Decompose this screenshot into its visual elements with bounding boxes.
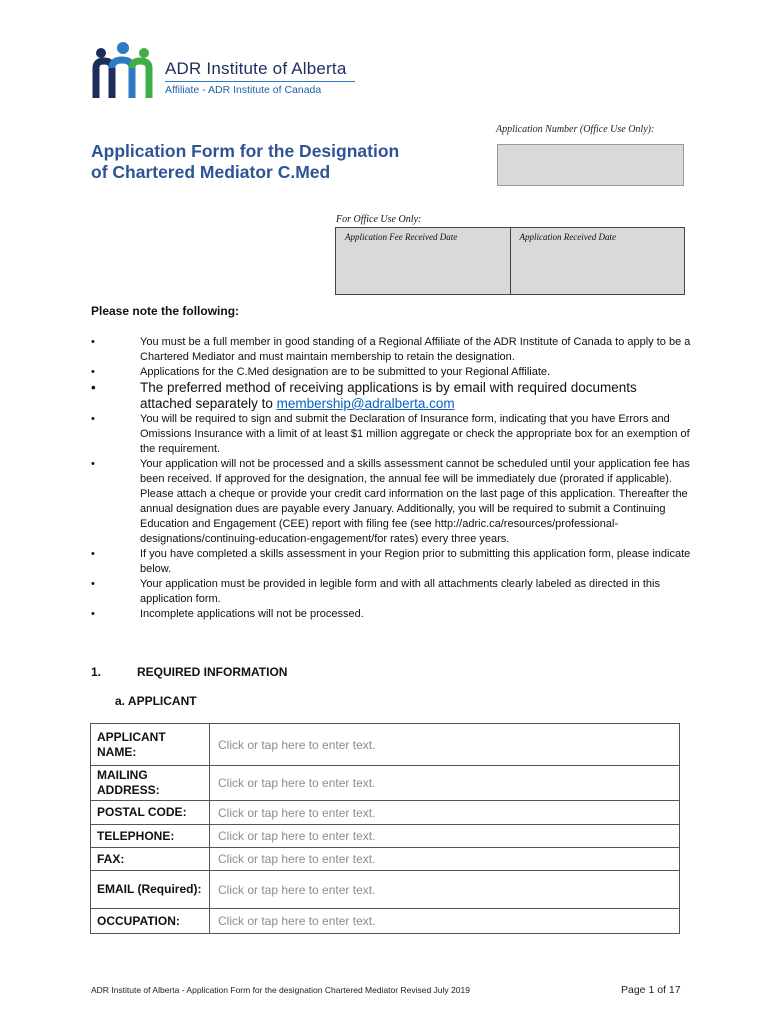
occupation-input[interactable]: Click or tap here to enter text. [210,909,680,934]
footer-text: ADR Institute of Alberta - Application Form for the designation Chartered Mediator Revised July 2019 [91,985,470,995]
mailing-address-input[interactable]: Click or tap here to enter text. [210,766,680,801]
note-text: If you have completed a skills assessment in your Region prior to submitting this application form, please indicate below. [140,548,691,575]
note-text: Incomplete applications will not be processed. [140,608,364,620]
bullet-icon: • [91,458,95,470]
notes-list [91,335,691,622]
membership-email-link[interactable]: membership@adralberta.com [276,396,455,411]
email-label: EMAIL (Required): [91,871,210,909]
section-number: 1. [91,665,102,679]
list-item [91,412,691,457]
note-text: Your application must be provided in legible form and with all attachments clearly labeled as directed in this application form. [140,578,660,605]
applicant-table [90,723,680,934]
occupation-label: OCCUPATION: [91,909,210,934]
email-input[interactable]: Click or tap here to enter text. [210,871,680,909]
logo-subtitle: Affiliate - ADR Institute of Canada [165,84,322,96]
table-row [91,766,680,801]
bullet-icon: • [91,548,95,560]
section-title: REQUIRED INFORMATION [137,665,288,679]
fax-input[interactable]: Click or tap here to enter text. [210,848,680,871]
telephone-input[interactable]: Click or tap here to enter text. [210,825,680,848]
bullet-icon: • [91,336,95,348]
application-number-field[interactable] [497,144,684,186]
fee-received-date-field[interactable] [336,228,510,294]
list-item [91,547,691,577]
page-number: Page 1 of 17 [621,984,681,996]
list-item [91,380,691,412]
page-title [91,141,399,183]
logo-title: ADR Institute of Alberta [165,59,347,78]
postal-code-label: POSTAL CODE: [91,801,210,825]
bullet-icon: • [91,380,96,395]
list-item [91,607,691,622]
application-number-label: Application Number (Office Use Only): [496,124,655,135]
table-row [91,848,680,871]
note-text: Applications for the C.Med designation are to be submitted to your Regional Affiliate. [140,366,551,378]
telephone-label: TELEPHONE: [91,825,210,848]
list-item [91,365,691,380]
note-text: Your application will not be processed and a skills assessment cannot be scheduled until your application fee has been received. If approved for the designation, the annual fee will be immediately due (prorated if applicable). Please attach a cheque or provide your credit card information on the last page of this application. Thereafter the annual designation dues are payable every January. Additionally, you will be required to submit a Continuing Education and Engagement (CEE) report with filing fee (see http://adric.ca/resources/professional-designations/continuing-education-engagement/for rates) every three years. [140,458,690,545]
adr-logo-mark [92,42,158,100]
applicant-name-label: APPLICANT NAME: [91,724,210,766]
logo-divider [165,81,355,82]
bullet-icon: • [91,578,95,590]
fax-label: FAX: [91,848,210,871]
list-item [91,457,691,547]
table-row [91,871,680,909]
note-text: You must be a full member in good standing of a Regional Affiliate of the ADR Institute of Canada to apply to be a Chartered Mediator and must maintain membership to retain the designation. [140,336,691,363]
bullet-icon: • [91,413,95,425]
applicant-name-input[interactable]: Click or tap here to enter text. [210,724,680,766]
table-row [91,825,680,848]
table-row [91,909,680,934]
postal-code-input[interactable]: Click or tap here to enter text. [210,801,680,825]
office-use-label: For Office Use Only: [336,214,422,225]
list-item [91,577,691,607]
bullet-icon: • [91,608,95,620]
bullet-icon: • [91,366,95,378]
table-row [91,724,680,766]
list-item [91,335,691,365]
title-line-2: of Chartered Mediator C.Med [91,162,331,182]
note-text: You will be required to sign and submit the Declaration of Insurance form, indicating that you have Errors and Omissions Insurance with a limit of at least $1 million aggregate or check the appropriate box for an exemption of the requirement. [140,413,690,455]
office-use-box [335,227,685,295]
fee-received-date-label: Application Fee Received Date [345,232,458,242]
table-row [91,801,680,825]
subsection-title: a. APPLICANT [115,694,197,708]
title-line-1: Application Form for the Designation [91,141,400,161]
note-heading: Please note the following: [91,304,240,318]
mailing-address-label: MAILING ADDRESS: [91,766,210,801]
application-received-date-field[interactable] [510,228,685,294]
application-received-date-label: Application Received Date [519,232,616,242]
note-text: The preferred method of receiving applications is by email with required documents attached separately to [140,380,637,411]
